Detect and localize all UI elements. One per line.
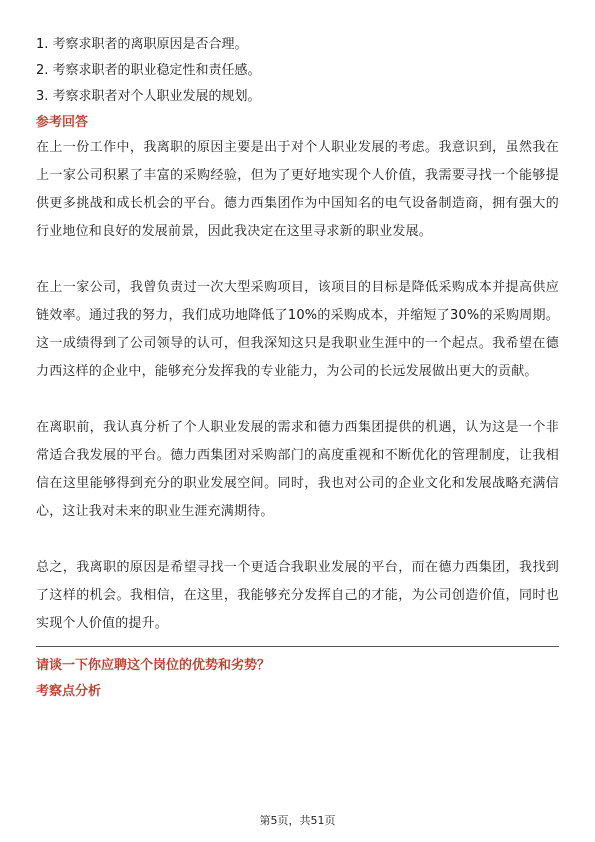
analysis-heading: 考察点分析 [36, 684, 102, 699]
answer-heading: 参考回答 [36, 115, 89, 130]
answer-paragraph: 总之，我离职的原因是希望寻找一个更适合我职业发展的平台，而在德力西集团，我找到了这样的机会。我相信，在这里，我能够充分发挥自己的才能，为公司创造价值，同时也实现个人价值的提升。 [36, 560, 559, 631]
page-footer: 第5页，共51页 [259, 814, 336, 827]
answer-paragraph: 在上一份工作中，我离职的原因主要是出于对个人职业发展的考虑。我意识到，虽然我在上一家公司积累了丰富的采购经验，但为了更好地实现个人价值，我需要寻找一个能够提供更多挑战和成长机会的平台。德力西集团作为中国知名的电气设备制造商，拥有强大的行业地位和良好的发展前景，因此我决定在这里寻求新的职业发展。 [36, 140, 559, 239]
assessment-point: 2. 考察求职者的职业稳定性和责任感。 [36, 63, 261, 78]
answer-paragraph: 在离职前，我认真分析了个人职业发展的需求和德力西集团提供的机遇，认为这是一个非常适合我发展的平台。德力西集团对采购部门的高度重视和不断优化的管理制度，让我相信在这里能够得到充分的职业发展空间。同时，我也对公司的企业文化和发展战略充满信心，这让我对未来的职业生涯充满期待。 [36, 420, 559, 519]
section-divider [36, 646, 559, 647]
next-question: 请谈一下你应聘这个岗位的优势和劣势？ [36, 658, 271, 673]
answer-paragraph: 在上一家公司，我曾负责过一次大型采购项目，该项目的目标是降低采购成本并提高供应链效率。通过我的努力，我们成功地降低了10%的采购成本，并缩短了30%的采购周期。这一成绩得到了公司领导的认可，但我深知这只是我职业生涯中的一个起点。我希望在德力西这样的企业中，能够充分发挥我的专业能力，为公司的长远发展做出更大的贡献。 [36, 280, 559, 379]
document-page [36, 34, 559, 703]
assessment-point: 1. 考察求职者的离职原因是否合理。 [36, 37, 248, 52]
assessment-point: 3. 考察求职者对个人职业发展的规划。 [36, 89, 261, 104]
